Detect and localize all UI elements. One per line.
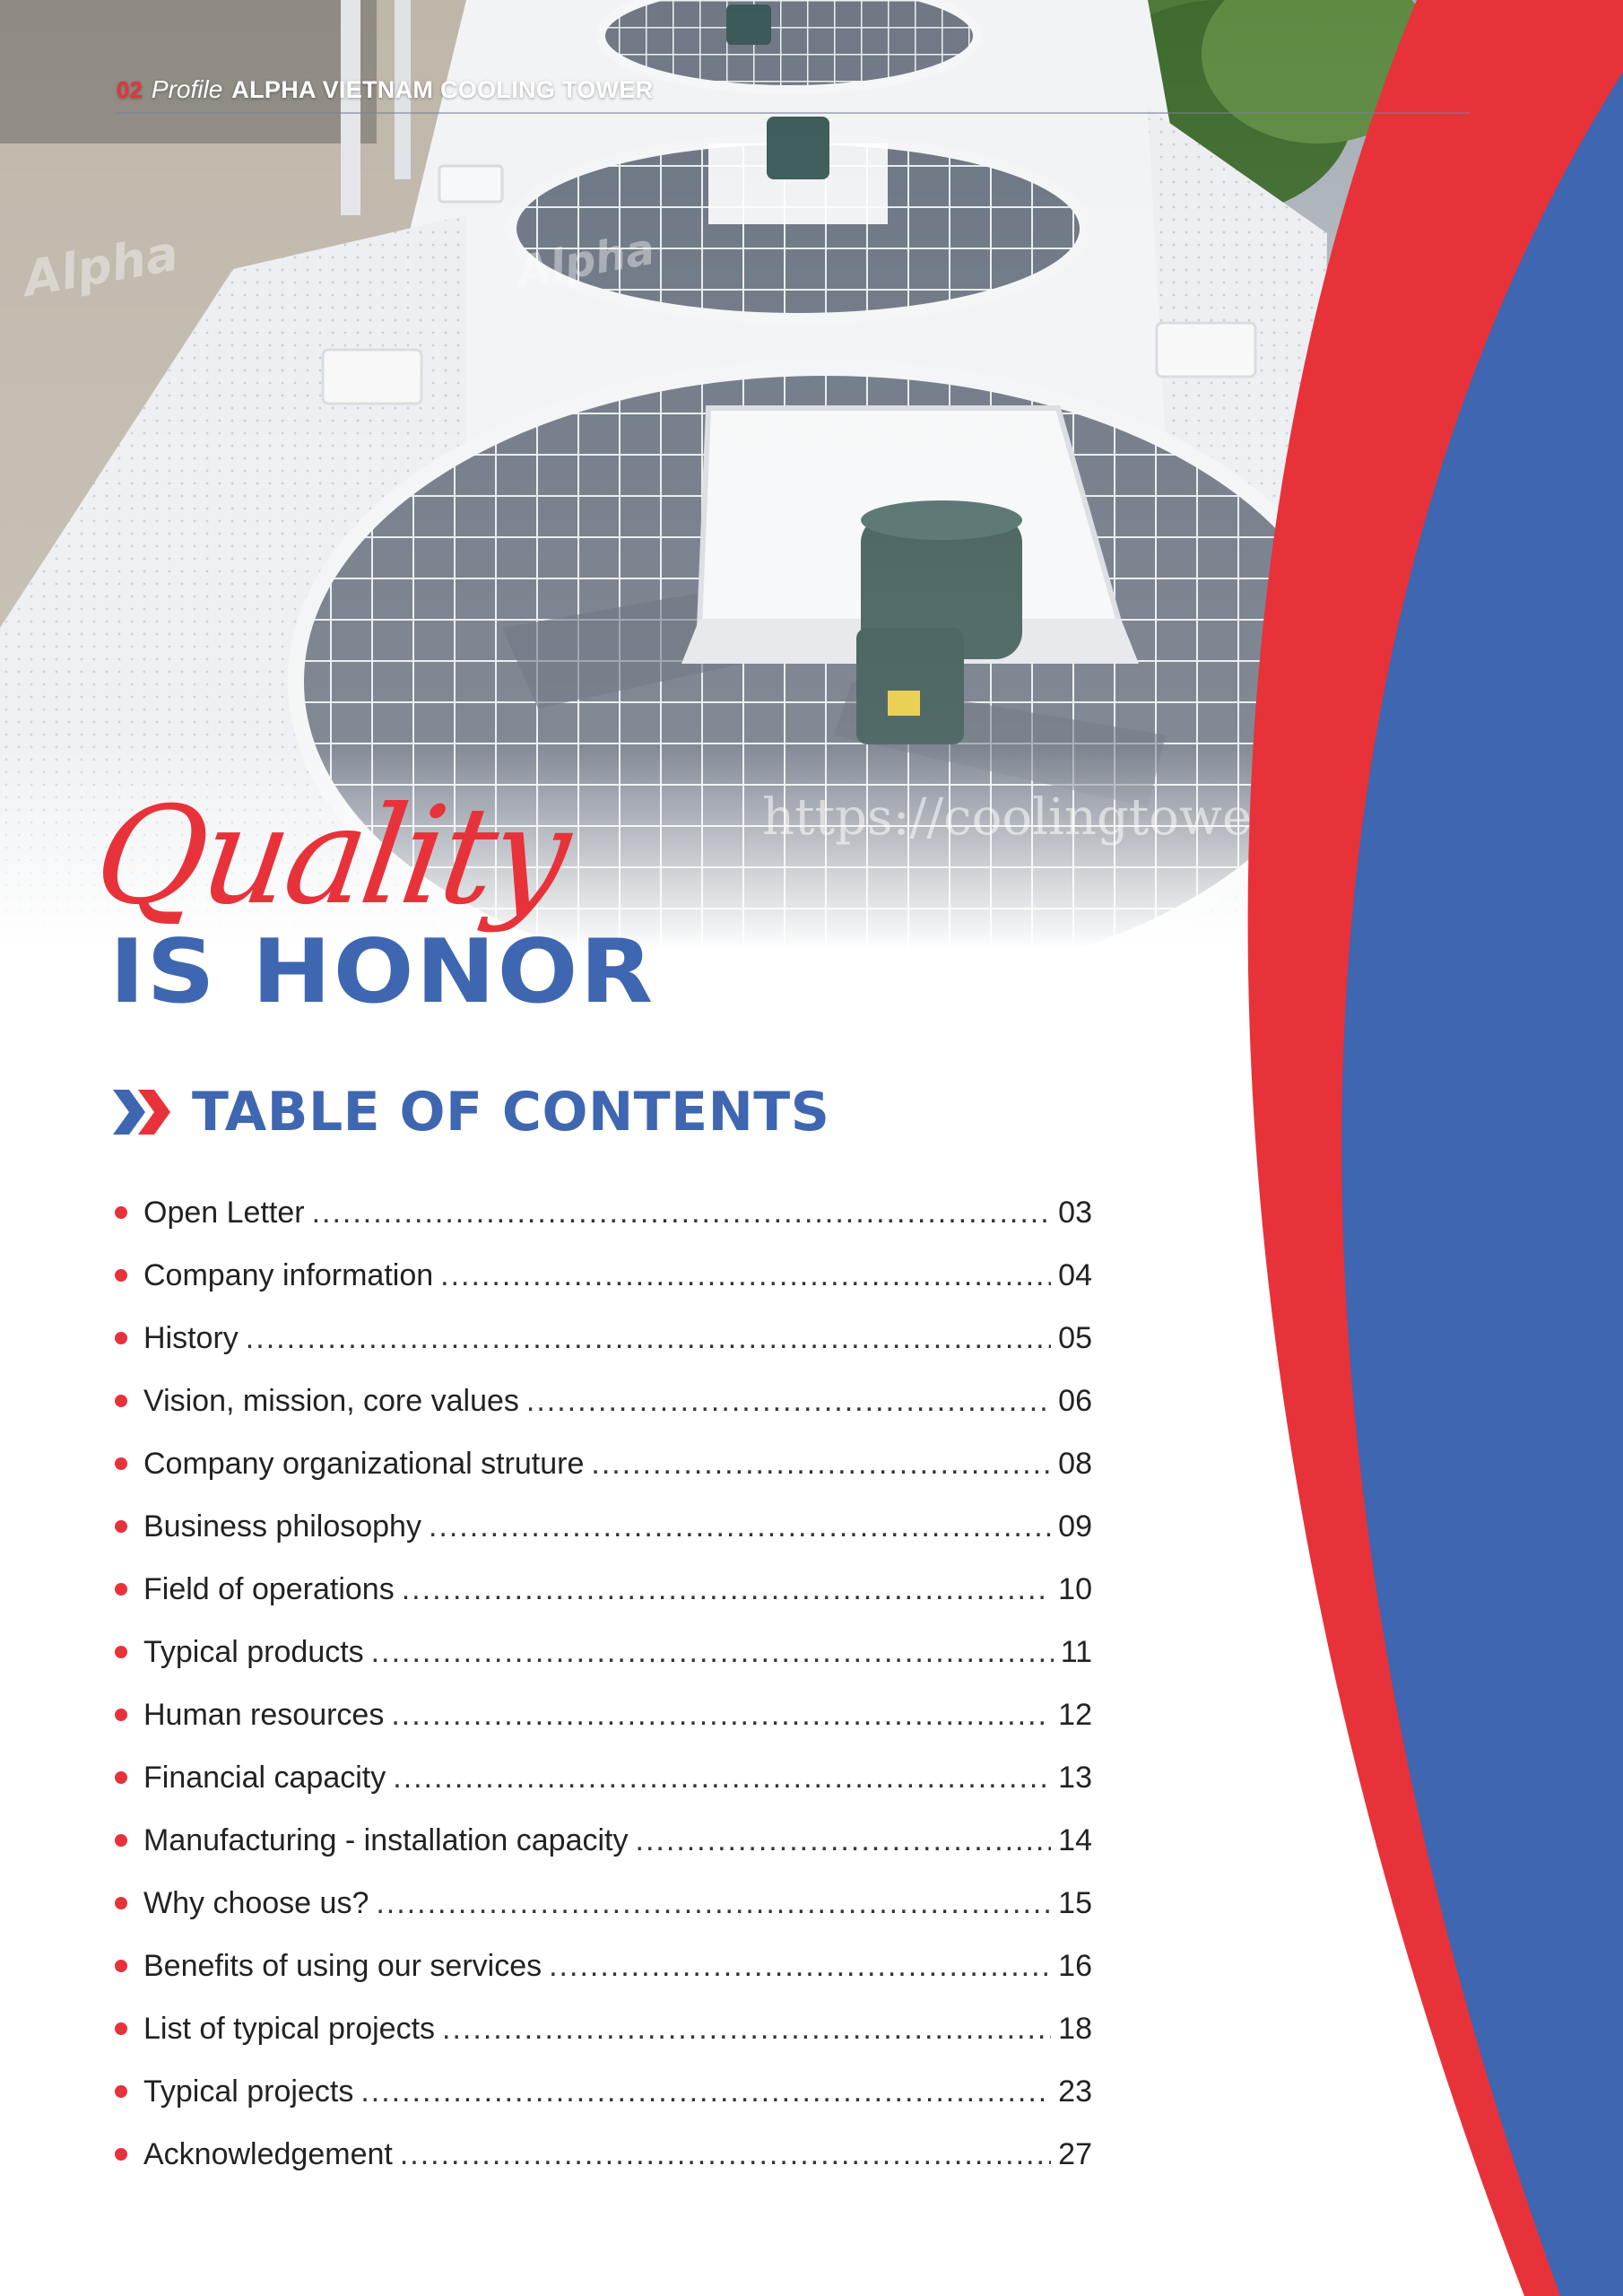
toc-list xyxy=(115,1181,1092,2186)
toc-item-label: Benefits of using our services xyxy=(143,1948,542,1983)
toc-item[interactable] xyxy=(115,1872,1092,1935)
toc-dot-leader xyxy=(526,1384,1051,1419)
toc-item[interactable] xyxy=(115,1181,1092,1244)
red-dot-icon xyxy=(115,1897,127,1909)
toc-item[interactable] xyxy=(115,1558,1092,1621)
red-dot-icon xyxy=(115,1332,127,1344)
toc-dot-leader xyxy=(591,1447,1051,1482)
toc-dot-leader xyxy=(376,1886,1051,1921)
toc-item-page-number: 27 xyxy=(1058,2136,1092,2171)
toc-item[interactable] xyxy=(115,2123,1092,2186)
toc-item[interactable] xyxy=(115,1746,1092,1809)
toc-item-label: Why choose us? xyxy=(143,1885,369,1920)
toc-item-page-number: 03 xyxy=(1058,1195,1092,1230)
toc-item-page-number: 06 xyxy=(1058,1383,1092,1418)
red-dot-icon xyxy=(115,1520,127,1533)
toc-item[interactable] xyxy=(115,1307,1092,1370)
toc-item-page-number: 12 xyxy=(1058,1697,1092,1732)
slogan-script-text: Quality xyxy=(85,778,577,935)
toc-item-label: Company organizational struture xyxy=(143,1446,585,1481)
page-header xyxy=(117,75,653,111)
toc-dot-leader xyxy=(402,1572,1051,1607)
red-dot-icon xyxy=(115,1646,127,1658)
red-dot-icon xyxy=(115,2022,127,2035)
toc-dot-leader xyxy=(312,1196,1052,1231)
toc-item-label: Business philosophy xyxy=(143,1509,421,1544)
red-dot-icon xyxy=(115,1960,127,1972)
red-dot-icon xyxy=(115,1771,127,1784)
toc-item[interactable] xyxy=(115,1432,1092,1495)
toc-item-page-number: 13 xyxy=(1058,1760,1092,1795)
red-dot-icon xyxy=(115,1834,127,1847)
toc-heading xyxy=(113,1081,829,1144)
toc-item[interactable] xyxy=(115,1809,1092,1872)
toc-item-page-number: 14 xyxy=(1058,1822,1092,1857)
toc-dot-leader xyxy=(400,2137,1051,2172)
toc-item[interactable] xyxy=(115,1935,1092,1997)
toc-item-page-number: 23 xyxy=(1058,2074,1092,2109)
toc-item[interactable] xyxy=(115,1370,1092,1432)
red-dot-icon xyxy=(115,2085,127,2098)
slogan-main-text: IS HONOR xyxy=(109,921,655,1023)
toc-item-label: Open Letter xyxy=(143,1195,305,1230)
toc-item[interactable] xyxy=(115,1683,1092,1746)
toc-item[interactable] xyxy=(115,1997,1092,2060)
red-dot-icon xyxy=(115,1206,127,1219)
toc-item-label: Manufacturing - installation capacity xyxy=(143,1822,629,1857)
toc-dot-leader xyxy=(391,1698,1051,1733)
toc-item-label: Human resources xyxy=(143,1697,385,1732)
toc-dot-leader xyxy=(549,1949,1051,1984)
toc-item-page-number: 10 xyxy=(1058,1571,1092,1606)
header-profile-label: Profile xyxy=(151,75,223,103)
toc-dot-leader xyxy=(636,1823,1052,1858)
red-dot-icon xyxy=(115,1457,127,1470)
toc-item-label: Acknowledgement xyxy=(143,2136,393,2171)
toc-dot-leader xyxy=(440,1258,1051,1293)
red-dot-icon xyxy=(115,1709,127,1721)
header-company-name: ALPHA VIETNAM COOLING TOWER xyxy=(231,76,654,103)
toc-item-label: List of typical projects xyxy=(143,2011,436,2046)
double-chevron-right-icon xyxy=(113,1090,176,1135)
toc-item-page-number: 16 xyxy=(1058,1948,1092,1983)
red-dot-icon xyxy=(115,2148,127,2161)
toc-item-page-number: 15 xyxy=(1058,1885,1092,1920)
toc-item-label: Company information xyxy=(143,1257,434,1292)
toc-item-page-number: 08 xyxy=(1058,1446,1092,1481)
toc-title: TABLE OF CONTENTS xyxy=(192,1081,830,1144)
toc-item[interactable] xyxy=(115,1495,1092,1558)
toc-dot-leader xyxy=(429,1509,1051,1544)
red-dot-icon xyxy=(115,1395,127,1407)
toc-item-label: Vision, mission, core values xyxy=(143,1383,519,1418)
toc-item-page-number: 05 xyxy=(1058,1320,1092,1355)
toc-item-label: Financial capacity xyxy=(143,1760,386,1795)
toc-item[interactable] xyxy=(115,2060,1092,2123)
page-number: 02 xyxy=(117,76,143,103)
toc-item-label: Typical projects xyxy=(143,2074,354,2109)
toc-item-page-number: 18 xyxy=(1058,2011,1092,2046)
toc-item-label: Typical products xyxy=(143,1634,364,1669)
toc-dot-leader xyxy=(393,1761,1051,1796)
toc-item-page-number: 11 xyxy=(1060,1634,1092,1669)
red-dot-icon xyxy=(115,1269,127,1282)
toc-item-label: Field of operations xyxy=(143,1571,395,1606)
toc-item[interactable] xyxy=(115,1621,1092,1683)
red-dot-icon xyxy=(115,1583,127,1596)
toc-item-page-number: 09 xyxy=(1058,1509,1092,1544)
toc-dot-leader xyxy=(246,1321,1051,1356)
toc-item-page-number: 04 xyxy=(1058,1257,1092,1292)
toc-dot-leader xyxy=(360,2074,1051,2109)
toc-item-label: History xyxy=(143,1320,239,1355)
toc-dot-leader xyxy=(371,1635,1054,1670)
header-divider xyxy=(117,112,1471,114)
toc-item[interactable] xyxy=(115,1244,1092,1307)
toc-dot-leader xyxy=(442,2012,1051,2047)
